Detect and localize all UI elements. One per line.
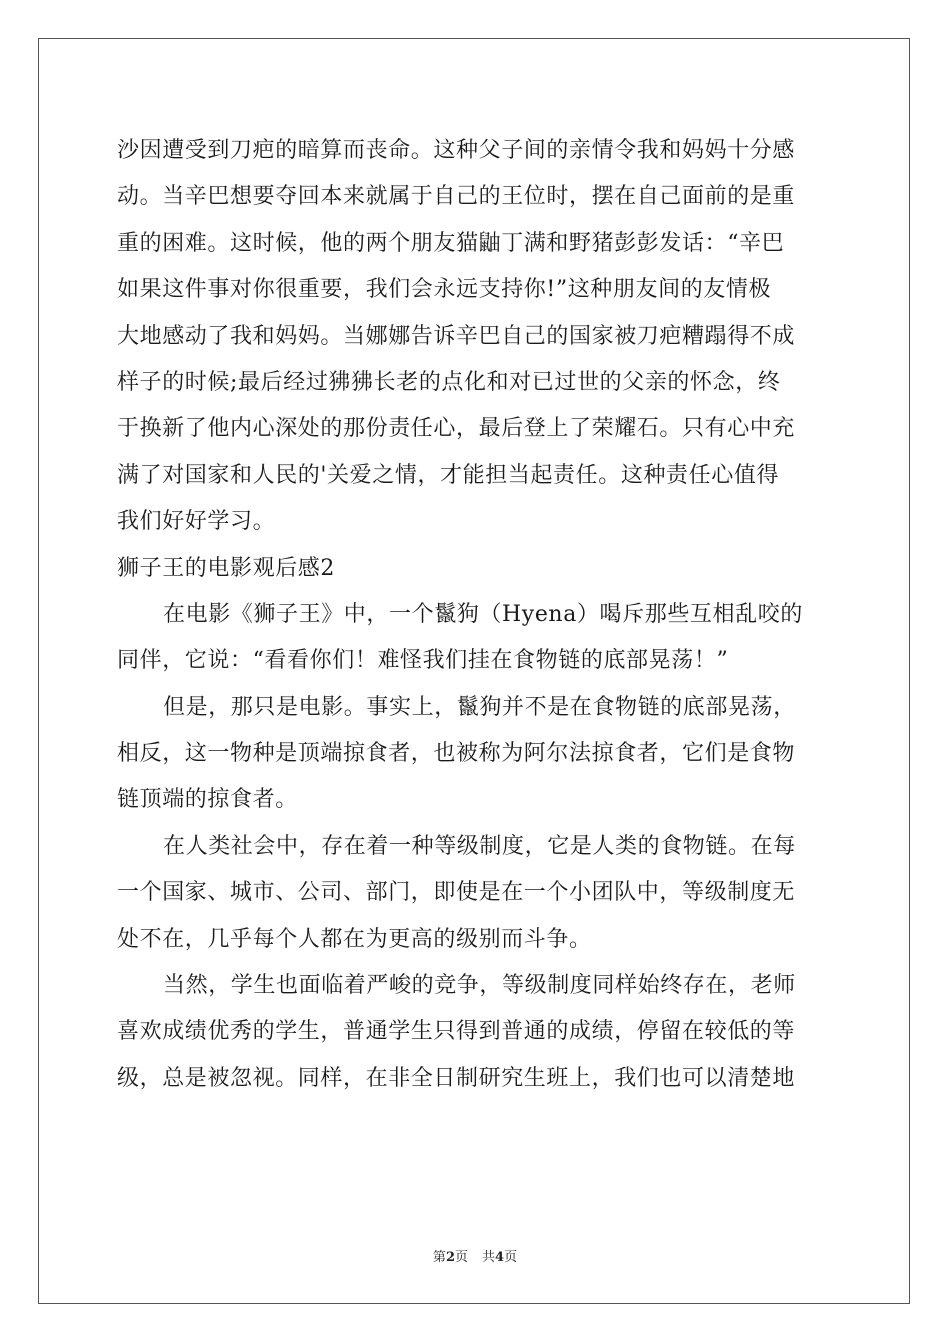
page-footer xyxy=(0,1246,950,1265)
text-line: 动。当辛巴想要夺回本来就属于自己的王位时，摆在自己面前的是重 xyxy=(117,184,796,210)
section-heading: 狮子王的电影观后感2 xyxy=(117,555,335,581)
paragraph-first-line: 当然，学生也面临着严峻的竞争，等级制度同样始终存在，老师 xyxy=(163,973,796,999)
text-line: 于换新了他内心深处的那份责任心，最后登上了荣耀石。只有心中充 xyxy=(117,416,796,442)
text-line: 沙因遭受到刀疤的暗算而丧命。这种父子间的亲情令我和妈妈十分感 xyxy=(117,138,796,163)
text-line: 一个国家、城市、公司、部门，即使是在一个小团队中，等级制度无 xyxy=(117,880,796,906)
page-number-current: 2 xyxy=(445,1250,455,1265)
text-line: 重的困难。这时候，他的两个朋友猫鼬丁满和野猪彭彭发话：“辛巴 xyxy=(117,230,785,256)
text-line: 样子的时候;最后经过狒狒长老的点化和对已过世的父亲的怀念，终 xyxy=(117,369,781,395)
text-line: 满了对国家和人民的'关爱之情，才能担当起责任。这种责任心值得 xyxy=(117,462,780,488)
text-line: 链顶端的掠食者。 xyxy=(117,787,298,813)
page-prefix: 第 xyxy=(432,1250,446,1265)
text-line: 大地感动了我和妈妈。当娜娜告诉辛巴自己的国家被刀疤糟蹋得不成 xyxy=(117,323,796,349)
text-line: 喜欢成绩优秀的学生，普通学生只得到普通的成绩，停留在较低的等 xyxy=(117,1019,796,1045)
document-body xyxy=(117,128,833,1102)
page-suffix: 页 xyxy=(454,1250,468,1265)
paragraph-first-line: 在电影《狮子王》中，一个鬣狗（Hyena）喝斥那些互相乱咬的 xyxy=(163,601,803,627)
page-number-total: 4 xyxy=(495,1250,505,1265)
text-line: 我们好好学习。 xyxy=(117,509,276,535)
text-line: 相反，这一物种是顶端掠食者，也被称为阿尔法掠食者，它们是食物 xyxy=(117,741,796,767)
text-line: 级，总是被忽视。同样，在非全日制研究生班上，我们也可以清楚地 xyxy=(117,1065,796,1091)
total-suffix: 页 xyxy=(504,1250,518,1265)
total-prefix: 共 xyxy=(482,1250,496,1265)
paragraph-first-line: 在人类社会中，存在着一种等级制度，它是人类的食物链。在每 xyxy=(163,833,796,859)
text-line: 如果这件事对你很重要，我们会永远支持你!”这种朋友间的友情极 xyxy=(117,277,772,303)
text-line: 同伴，它说：“看看你们！难怪我们挂在食物链的底部晃荡！” xyxy=(117,648,729,674)
text-line: 处不在，几乎每个人都在为更高的级别而斗争。 xyxy=(117,926,592,952)
paragraph-first-line: 但是，那只是电影。事实上，鬣狗并不是在食物链的底部晃荡， xyxy=(163,694,796,720)
